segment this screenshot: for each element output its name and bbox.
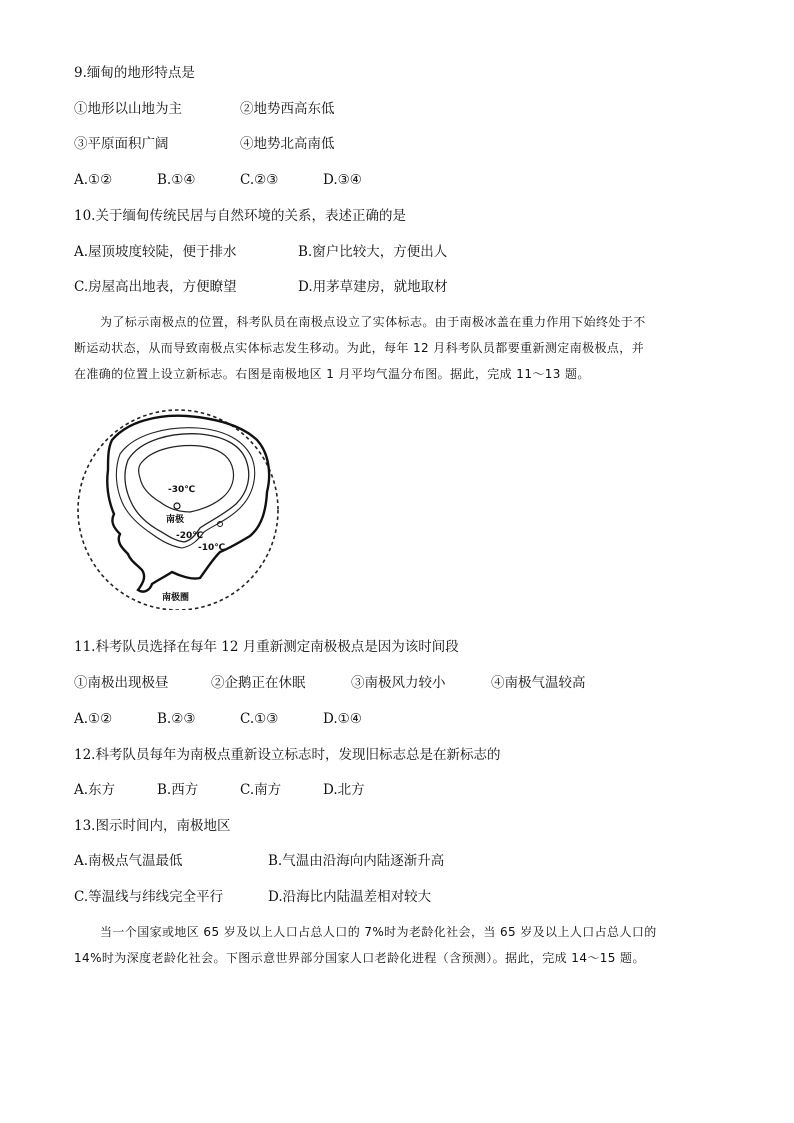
q10-options-row1 — [74, 243, 494, 261]
q9-option-c: C.②③ — [240, 172, 279, 188]
q9-option-d: D.③④ — [323, 172, 362, 188]
q9-item-4: ④地势北高南低 — [240, 136, 335, 152]
q11-option-d: D.①④ — [323, 711, 362, 727]
passage-line: 为了标示南极点的位置，科考队员在南极点设立了实体标志。由于南极冰盖在重力作用下始终处于不 — [100, 315, 646, 329]
q9-option-a: A.①② — [74, 172, 113, 188]
q13-option-a: A.南极点气温最低 — [74, 853, 183, 869]
q11-item-3: ③南极风力较小 — [351, 675, 446, 691]
q9-item-1: ①地形以山地为主 — [74, 101, 182, 117]
q12-options — [74, 781, 394, 799]
q11-option-c: C.①③ — [240, 711, 279, 727]
q13-stem: 13.图示时间内，南极地区 — [74, 818, 231, 834]
q12-option-a: A.东方 — [74, 782, 116, 798]
q11-item-2: ②企鹅正在休眠 — [211, 675, 306, 691]
q13-options-row2 — [74, 888, 494, 906]
q13-option-c: C.等温线与纬线完全平行 — [74, 889, 224, 905]
q13-option-b: B.气温由沿海向内陆逐渐升高 — [268, 853, 445, 869]
q10-stem: 10.关于缅甸传统民居与自然环境的关系，表述正确的是 — [74, 208, 406, 224]
q10-option-a: A.屋顶坡度较陡，便于排水 — [74, 244, 237, 260]
passage-line: 当一个国家或地区 65 岁及以上人口占总人口的 7%时为老龄化社会，当 65 岁及以上人口占总人口的 — [100, 925, 657, 939]
antarctic-temperature-map — [72, 400, 284, 610]
q11-item-4: ④南极气温较高 — [491, 675, 586, 691]
q12-option-d: D.北方 — [323, 782, 365, 798]
label-south-pole: 南极 — [166, 515, 185, 525]
south-pole-marker — [174, 503, 180, 509]
q11-items — [74, 674, 634, 692]
q9-stem: 9.缅甸的地形特点是 — [74, 65, 195, 81]
q9-items-row2 — [74, 135, 374, 153]
q12-option-c: C.南方 — [240, 782, 282, 798]
q13-options-row1 — [74, 852, 494, 870]
passage-antarctic — [74, 309, 724, 387]
q9-option-b: B.①④ — [157, 172, 196, 188]
label-minus-10: -10℃ — [198, 543, 226, 553]
q11-stem: 11.科考队员选择在每年 12 月重新测定南极极点是因为该时间段 — [74, 639, 459, 655]
passage-line: 14%时为深度老龄化社会。下图示意世界部分国家人口老龄化进程（含预测）。据此，完成 14～15 题。 — [74, 951, 645, 965]
q12-stem: 12.科考队员每年为南极点重新设立标志时，发现旧标志总是在新标志的 — [74, 747, 501, 763]
q9-options — [74, 171, 394, 189]
label-antarctic-circle: 南极圈 — [162, 593, 190, 603]
q11-item-1: ①南极出现极昼 — [74, 675, 169, 691]
q10-option-b: B.窗户比较大，方便出人 — [298, 244, 448, 260]
passage-line: 断运动状态，从而导致南极点实体标志发生移动。为此，每年 12 月科考队员都要重新测定南极极点，并 — [74, 341, 645, 355]
isotherm-minus-30 — [139, 446, 234, 512]
passage-line: 在准确的位置上设立新标志。右图是南极地区 1 月平均气温分布图。据此，完成 11～13 题。 — [74, 367, 590, 381]
q9-items-row1 — [74, 100, 374, 118]
label-minus-20: -20℃ — [176, 531, 204, 541]
q11-options — [74, 710, 394, 728]
q12-option-b: B.西方 — [157, 782, 199, 798]
passage-aging — [74, 919, 724, 971]
q9-item-3: ③平原面积广阔 — [74, 136, 169, 152]
q9-item-2: ②地势西高东低 — [240, 101, 335, 117]
q10-options-row2 — [74, 278, 494, 296]
label-minus-30: -30℃ — [168, 485, 196, 495]
q13-option-d: D.沿海比内陆温差相对较大 — [268, 889, 432, 905]
q11-option-a: A.①② — [74, 711, 113, 727]
q11-option-b: B.②③ — [157, 711, 196, 727]
q10-option-d: D.用茅草建房，就地取材 — [298, 279, 448, 295]
q10-option-c: C.房屋高出地表，方便瞭望 — [74, 279, 237, 295]
